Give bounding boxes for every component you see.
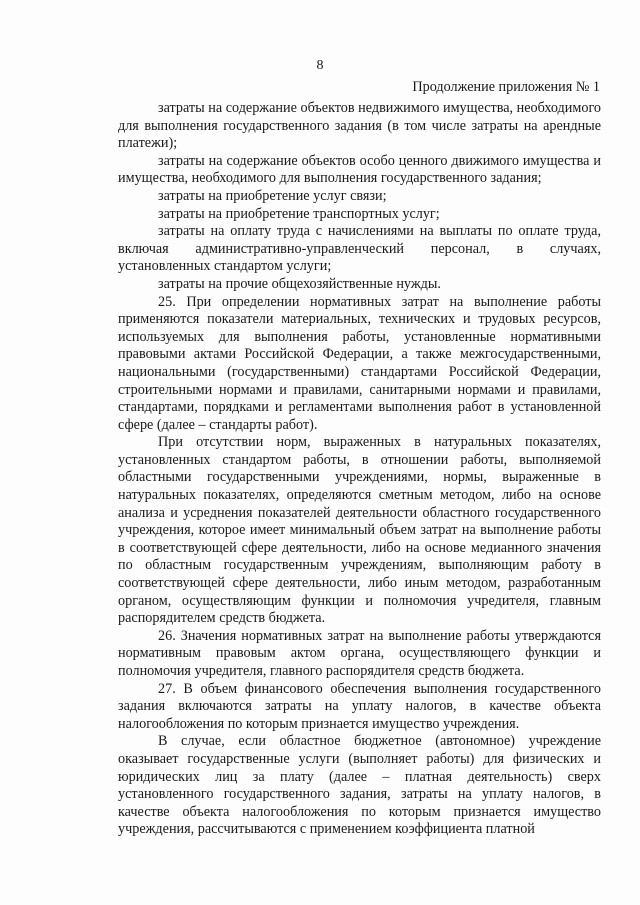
paragraph-movable-property-costs: затраты на содержание объектов особо ценного движимого имущества и имущества, необходимого для выполнения государственного задания; bbox=[118, 152, 601, 187]
paragraph-paid-activity: В случае, если областное бюджетное (автономное) учреждение оказывает государственные услуги (выполняет работы) для физических и юридических лиц за плату (далее – платная деятельность) сверх установленного государственного задания, затраты на уплату налогов, в качестве объекта налогообложения по которым признается имущество учреждения, рассчитываются с применением коэффициента платной bbox=[118, 733, 601, 838]
paragraph-other-costs: затраты на прочие общехозяйственные нужды. bbox=[158, 275, 441, 292]
paragraph-no-norms: При отсутствии норм, выраженных в натуральных показателях, установленных стандартом работы, в отношении работы, выполняемой областными государственными учреждениями, нормы, выраженные в натуральных показателях, определяются сметным методом, либо на основе анализа и усреднения показателей деятельности областного государственного учреждения, которое имеет минимальный объем затрат на выполнение работы в соответствующей сфере деятельности, либо на основе медианного значения по областным государственным учреждениям, выполняющим работу в соответствующей сфере деятельности, либо иным методом, разработанным органом, осуществляющим функции и полномочия учредителя, главным распорядителем средств бюджета. bbox=[118, 434, 601, 627]
paragraph-transport-costs: затраты на приобретение транспортных услуг; bbox=[158, 205, 440, 222]
paragraph-communication-costs: затраты на приобретение услуг связи; bbox=[158, 187, 387, 204]
page-number: 8 bbox=[316, 58, 324, 73]
document-body bbox=[118, 100, 601, 839]
paragraph-clause-25: 25. При определении нормативных затрат на выполнение работы применяются показатели материальных, технических и трудовых ресурсов, используемых для выполнения работы, установленные нормативными правовыми актами Российской Федерации, а также межгосударственными, национальными (государственными) стандартами Российской Федерации, строительными нормами и правилами, санитарными нормами и правилами, стандартами, порядками и регламентами выполнения работ в установленной сфере (далее – стандарты работ). bbox=[118, 293, 601, 433]
appendix-continuation-note: Продолжение приложения № 1 bbox=[412, 79, 600, 95]
paragraph-clause-26: 26. Значения нормативных затрат на выполнение работы утверждаются нормативным правовым актом органа, осуществляющего функции и полномочия учредителя, главного распорядителя средств бюджета. bbox=[118, 627, 601, 679]
paragraph-clause-27: 27. В объем финансового обеспечения выполнения государственного задания включаются затраты на уплату налогов, в качестве объекта налогообложения по которым признается имущество учреждения. bbox=[118, 680, 601, 732]
paragraph-real-estate-costs: затраты на содержание объектов недвижимого имущества, необходимого для выполнения государственного задания (в том числе затраты на арендные платежи); bbox=[118, 100, 601, 152]
paragraph-labor-costs: затраты на оплату труда с начислениями на выплаты по оплате труда, включая административно-управленческий персонал, в случаях, установленных стандартом услуги; bbox=[118, 223, 601, 275]
